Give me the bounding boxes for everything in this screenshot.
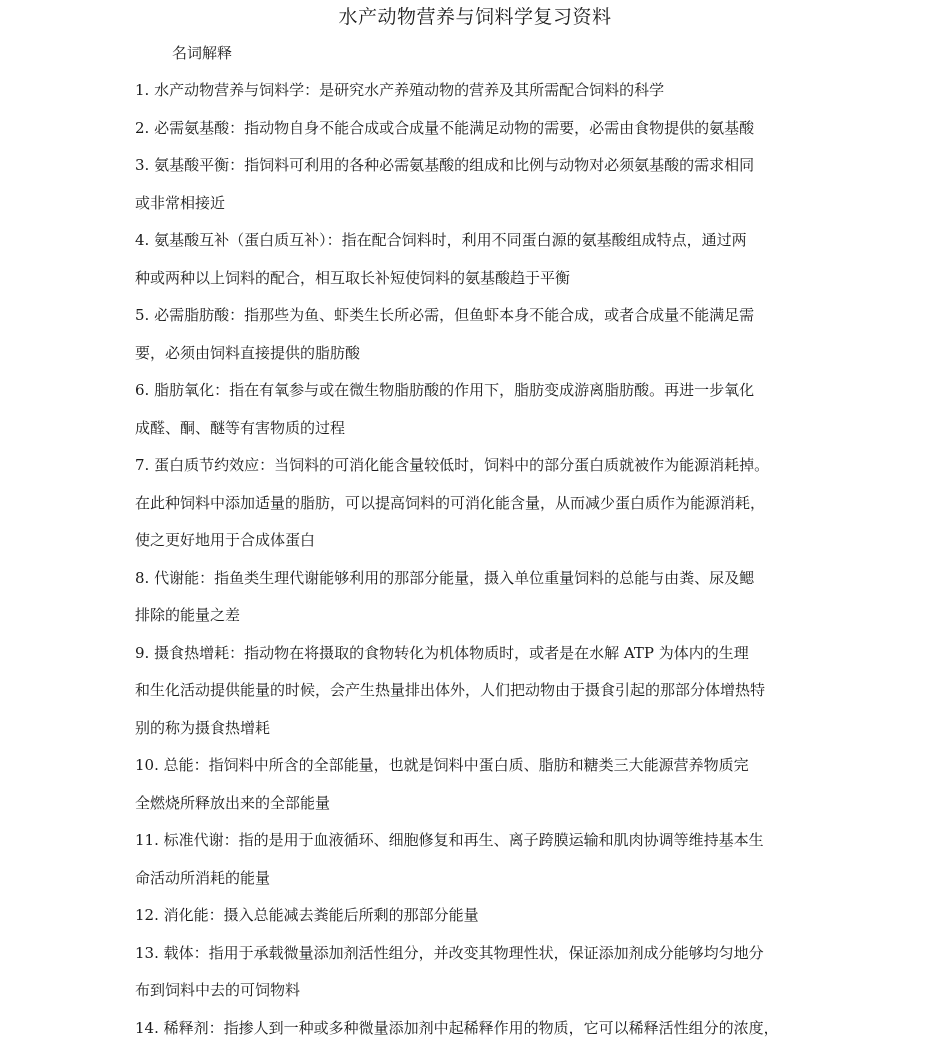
text-line: 排除的能量之差 bbox=[135, 606, 241, 624]
text-line: 2. 必需氨基酸：指动物自身不能合成或合成量不能满足动物的需要，必需由食物提供的氨基酸 bbox=[135, 118, 755, 137]
text-line: 全燃烧所释放出来的全部能量 bbox=[135, 793, 331, 812]
text-line: 种或两种以上饲料的配合，相互取长补短使饲料的氨基酸趋于平衡 bbox=[135, 268, 571, 287]
text-line: 13. 载体：指用于承载微量添加剂活性组分，并改变其物理性状，保证添加剂成分能够均匀地分 bbox=[135, 943, 764, 962]
text-line: 命活动所消耗的能量 bbox=[135, 868, 271, 887]
text-line: 7. 蛋白质节约效应：当饲料的可消化能含量较低时，饲料中的部分蛋白质就被作为能源消耗掉。 bbox=[135, 456, 770, 474]
text-line: 10. 总能：指饲料中所含的全部能量，也就是饲料中蛋白质、脂肪和糖类三大能源营养物质完 bbox=[135, 756, 749, 774]
text-line: 在此种饲料中添加适量的脂肪，可以提高饲料的可消化能含量，从而减少蛋白质作为能源消耗， bbox=[135, 493, 766, 512]
text-line: 12. 消化能：摄入总能减去粪能后所剩的那部分能量 bbox=[135, 906, 479, 924]
text-line: 14. 稀释剂：指掺人到一种或多种微量添加剂中起稀释作用的物质，它可以稀释活性组分的浓度， bbox=[135, 1018, 779, 1037]
definitions-body bbox=[135, 72, 815, 1047]
text-line: 1. 水产动物营养与饲料学：是研究水产养殖动物的营养及其所需配合饲料的科学 bbox=[135, 81, 665, 99]
text-line: 和生化活动提供能量的时候，会产生热量排出体外，人们把动物由于摄食引起的那部分体增热特 bbox=[135, 681, 766, 699]
text-line: 8. 代谢能：指鱼类生理代谢能够利用的那部分能量，摄入单位重量饲料的总能与由粪、尿及鳃 bbox=[135, 568, 755, 587]
text-line: 或非常相接近 bbox=[135, 193, 226, 212]
text-line: 11. 标准代谢：指的是用于血液循环、细胞修复和再生、离子跨膜运输和肌肉协调等维持基本生 bbox=[135, 831, 764, 849]
text-line: 9. 摄食热增耗：指动物在将摄取的食物转化为机体物质时，或者是在水解 ATP 为体内的生理 bbox=[135, 643, 749, 662]
document-title: 水产动物营养与饲料学复习资料 bbox=[338, 6, 612, 28]
text-line: 布到饲料中去的可饲物料 bbox=[135, 981, 301, 999]
text-line: 4. 氨基酸互补（蛋白质互补）：指在配合饲料时，利用不同蛋白源的氨基酸组成特点，通过两 bbox=[135, 231, 747, 249]
text-line: 别的称为摄食热增耗 bbox=[135, 718, 271, 737]
text-line: 6. 脂肪氧化：指在有氧参与或在微生物脂肪酸的作用下，脂肪变成游离脂肪酸。再进一步氧化 bbox=[135, 381, 755, 399]
text-line: 使之更好地用于合成体蛋白 bbox=[135, 531, 316, 549]
text-line: 成醛、酮、醚等有害物质的过程 bbox=[135, 418, 346, 437]
text-line: 5. 必需脂肪酸：指那些为鱼、虾类生长所必需，但鱼虾本身不能合成，或者合成量不能满足需 bbox=[135, 306, 755, 324]
section-heading: 名词解释 bbox=[172, 44, 233, 62]
text-line: 3. 氨基酸平衡：指饲料可利用的各种必需氨基酸的组成和比例与动物对必须氨基酸的需求相同 bbox=[135, 156, 755, 174]
text-line: 要，必须由饲料直接提供的脂肪酸 bbox=[135, 343, 361, 362]
